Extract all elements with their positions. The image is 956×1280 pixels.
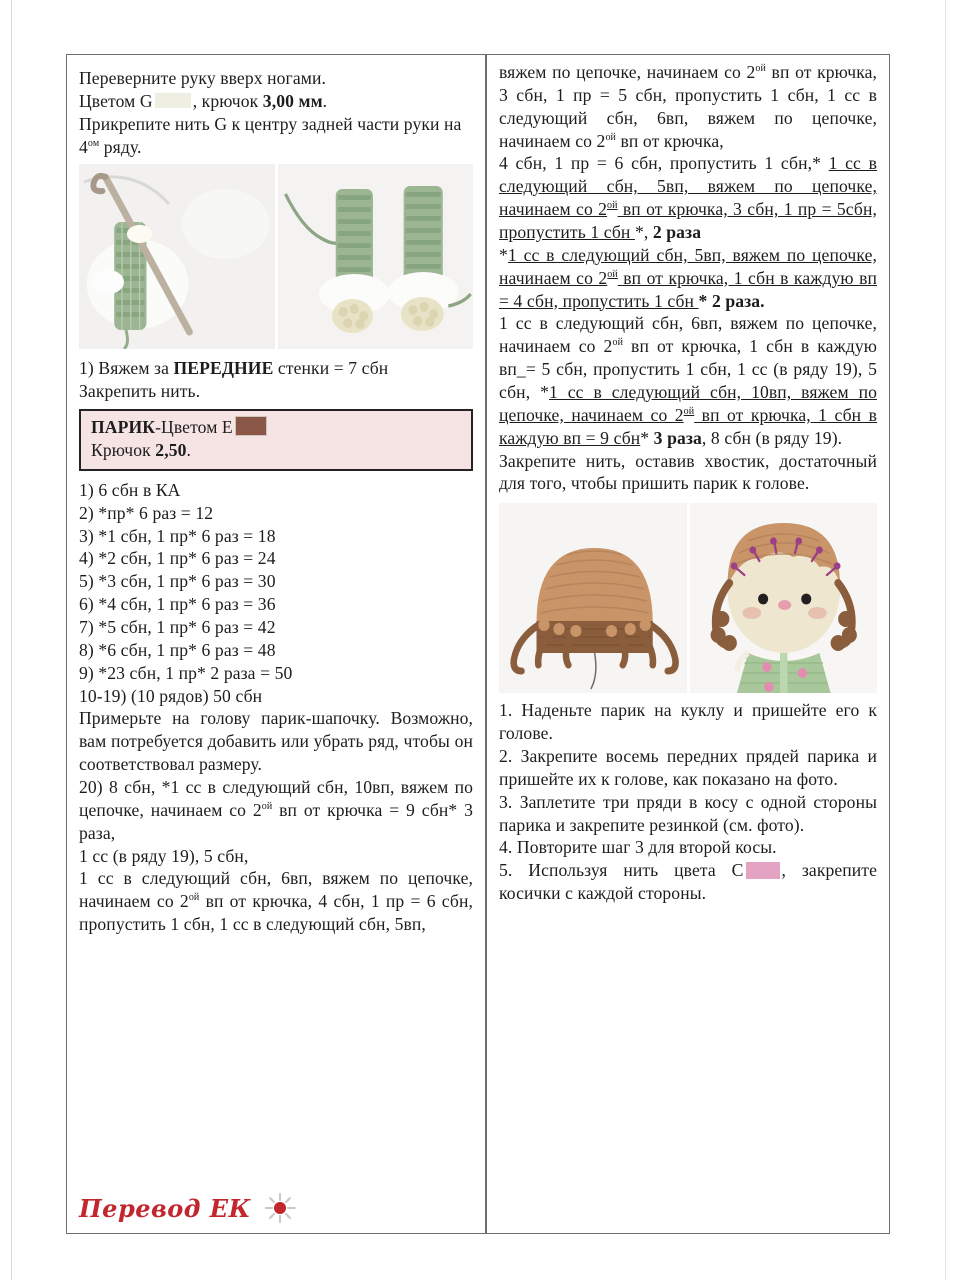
color-g-label: Цветом G [79, 90, 153, 111]
step-number: 1. [499, 700, 513, 721]
scan-edge-right [945, 0, 946, 1280]
para-4-ordinal-2: ой [683, 406, 695, 418]
step-5-part-1: Используя нить цвета C [528, 860, 744, 881]
para-1-ordinal-2: ой [605, 131, 617, 143]
hook-period: . [322, 90, 328, 111]
front-loops-prefix: 1) Вяжем за [79, 358, 174, 379]
para-4-underlined-1: 1 сс в следующий сбн, 10вп, вяжем по цепочке, начинаем со 2 [499, 382, 878, 425]
hook-size-3mm: 3,00 мм [262, 90, 323, 111]
step-text: Закрепите восемь передних прядей парика и пришейте их к голове, как показано на фото. [499, 746, 878, 789]
intro-line-3: Прикрепите нить G к центру задней части руки на [79, 113, 462, 134]
para-3-repeat-count: * 2 раза. [698, 290, 765, 311]
row-20-cont-part-2: вп от крючка, 4 сбн, 1 пр = 6 сбн, пропустить 1 сбн, 1 сс в следующий сбн, 5вп, [79, 891, 473, 935]
para-2-ordinal: ой [607, 200, 618, 212]
two-arms-photo [278, 164, 474, 349]
para-3-underlined-1: 1 сс в следующий сбн, 5вп, вяжем по цепочке, начинаем со 2 [499, 244, 877, 288]
row-ordinal-suffix: ом [87, 137, 100, 149]
color-swatch-c-icon [746, 862, 780, 879]
wig-hook [91, 439, 461, 462]
para-4-tail: , 8 сбн (в ряду 19). [701, 427, 843, 448]
step-number: 4. [499, 837, 513, 858]
wig-row: 9) *23 сбн, 1 пр* 2 раза = 50 [79, 662, 293, 683]
intro-line-4 [79, 136, 473, 159]
intro-line-2 [79, 90, 473, 113]
fit-note: Примерьте на голову парик-шапочку. Возможно, вам потребуется добавить или убрать ряд, чтобы он соответствовал размеру. [79, 708, 473, 775]
para-4-part-1: 1 сс в следующий сбн, 6вп, вяжем по цепочке, начинаем со 2 [499, 313, 877, 357]
wig-cap-illustration [499, 503, 687, 693]
para-2-underlined-2: вп от крючка, 3 сбн, 1 пр = 5сбн, пропустить 1 сбн [499, 199, 877, 243]
color-swatch-e-icon [235, 416, 267, 436]
right-para-4 [499, 312, 877, 449]
wig-row-list [79, 479, 473, 708]
row-20-part-1: 20) 8 сбн, *1 сс в следующий сбн, 10вп, вяжем по цепочке, начинаем со 2 [79, 777, 473, 820]
row-20-ordinal: ой [261, 801, 273, 813]
step-text: Наденьте парик на куклу и пришейте его к голове. [499, 700, 877, 744]
doll-with-wig-photo [690, 503, 878, 693]
front-loops-suffix: стенки = 7 сбн [273, 358, 389, 379]
pattern-page [66, 54, 890, 1234]
para-4-ordinal-1: ой [612, 337, 624, 349]
para-3-underlined-2: вп от крючка, 1 сбн в каждую вп = 4 сбн, пропустить 1 сбн [499, 267, 878, 311]
fasten-thread-instruction: Закрепить нить. [79, 381, 201, 402]
wig-hook-label: Крючок [91, 440, 156, 461]
right-para-5: Закрепите нить, оставив хвостик, достаточный для того, чтобы пришить парик к голове. [499, 450, 877, 494]
para-2-underlined-1: 1 сс в следующий сбн, 5вп, вяжем по цепочке, начинаем со 2 [499, 153, 877, 220]
wig-title [91, 416, 461, 439]
row-20-instruction [79, 776, 473, 845]
wig-hook-value: 2,50 [155, 440, 187, 461]
wig-row: 4) *2 сбн, 1 пр* 6 раз = 24 [79, 548, 276, 569]
step-text: Заплетите три пряди в косу с одной стороны парика и закрепите резинкой (см. фото). [499, 791, 878, 835]
arm-with-hook-photo [79, 164, 275, 349]
intro-line-1: Переверните руку вверх ногами. [79, 68, 327, 88]
para-3-star: * [499, 244, 508, 265]
step-item-5 [499, 859, 877, 905]
step-item [499, 699, 877, 745]
para-1-ordinal-1: ой [755, 63, 766, 75]
wig-row: 3) *1 сбн, 1 пр* 6 раз = 18 [79, 525, 276, 546]
para-4-repeat-count: 3 раза [653, 427, 702, 448]
para-1-part-2: вп от крючка, 3 сбн, 1 пр = 5 сбн, пропустить 1 сбн, 1 сс в следующий сбн, 6вп, вяжем по цепочке, начинаем со 2 [499, 62, 877, 151]
wig-row: 1) 6 сбн в КА [79, 479, 181, 500]
right-para-2 [499, 152, 877, 243]
step-item [499, 791, 877, 837]
wig-cap-photo [499, 503, 687, 693]
para-3-ordinal: ой [607, 268, 618, 280]
watermark-text: Перевод ЕК [79, 1193, 251, 1223]
wig-section-box [79, 409, 473, 471]
row-number-4: 4 [79, 136, 88, 157]
row-20-continued [79, 867, 473, 936]
step-number: 5. [499, 860, 513, 881]
para-4-after: * [640, 427, 654, 448]
row-20-cont-ordinal: ой [188, 892, 200, 904]
para-2-part-1: 4 сбн, 1 пр = 6 сбн, пропустить 1 сбн,* [499, 153, 829, 174]
para-1-part-3: вп от крючка, [616, 130, 724, 151]
front-loops-instruction [79, 357, 473, 380]
photos-arms [79, 164, 473, 349]
arm-with-hook-illustration [79, 164, 275, 349]
para-4-underlined-2: вп от крючка, 1 сбн в каждую вп = 9 сбн [499, 404, 877, 448]
sun-sparkle-icon [255, 1191, 301, 1225]
scan-edge-left [11, 0, 12, 1280]
wig-title-color: -Цветом E [155, 417, 233, 438]
step-text: Повторите шаг 3 для второй косы. [516, 837, 777, 858]
row-word: ряду. [99, 136, 142, 157]
step-5-part-2: , закрепите косички с каждой стороны. [499, 860, 877, 904]
wig-row: 5) *3 сбн, 1 пр* 6 раз = 30 [79, 571, 276, 592]
left-column [67, 55, 485, 1233]
wig-row: 10-19) (10 рядов) 50 сбн [79, 685, 263, 706]
front-loops-emphasis: ПЕРЕДНИЕ [173, 358, 274, 379]
right-column [487, 55, 889, 1233]
hook-prefix: , крючок [192, 90, 259, 111]
right-para-3 [499, 244, 877, 313]
wig-hook-period: . [186, 440, 191, 461]
right-para-1 [499, 61, 877, 152]
step-item [499, 745, 877, 791]
step-number: 2. [499, 746, 513, 767]
row-20-part-2: вп от крючка = 9 сбн* 3 раза, [79, 799, 473, 843]
para-1-part-1: вяжем по цепочке, начинаем со 2 [499, 62, 756, 82]
two-arms-illustration [278, 164, 474, 349]
wig-row: 2) *пр* 6 раз = 12 [79, 502, 214, 523]
translator-watermark [79, 1191, 301, 1225]
wig-row: 7) *5 сбн, 1 пр* 6 раз = 42 [79, 617, 276, 638]
step-item [499, 836, 877, 859]
para-2-repeat-count: 2 раза [652, 222, 702, 243]
photos-wig [499, 503, 877, 693]
step-number: 3. [499, 791, 513, 812]
row-20-cont-part-1: 1 сс в следующий сбн, 6вп, вяжем по цепочке, начинаем со 2 [79, 868, 473, 912]
row-20-part-3: 1 сс (в ряду 19), 5 сбн, [79, 845, 249, 866]
wig-row: 8) *6 сбн, 1 пр* 6 раз = 48 [79, 639, 276, 660]
wig-row: 6) *4 сбн, 1 пр* 6 раз = 36 [79, 594, 276, 615]
doll-illustration [690, 503, 878, 693]
color-swatch-g-icon [155, 93, 191, 108]
para-2-after: *, [634, 222, 653, 243]
wig-title-bold: ПАРИК [91, 417, 156, 438]
para-4-part-2: вп от крючка, 1 сбн в каждую вп_= 5 сбн, пропустить 1 сбн, 1 сс (в ряду 19), 5 сбн, * [499, 336, 877, 403]
